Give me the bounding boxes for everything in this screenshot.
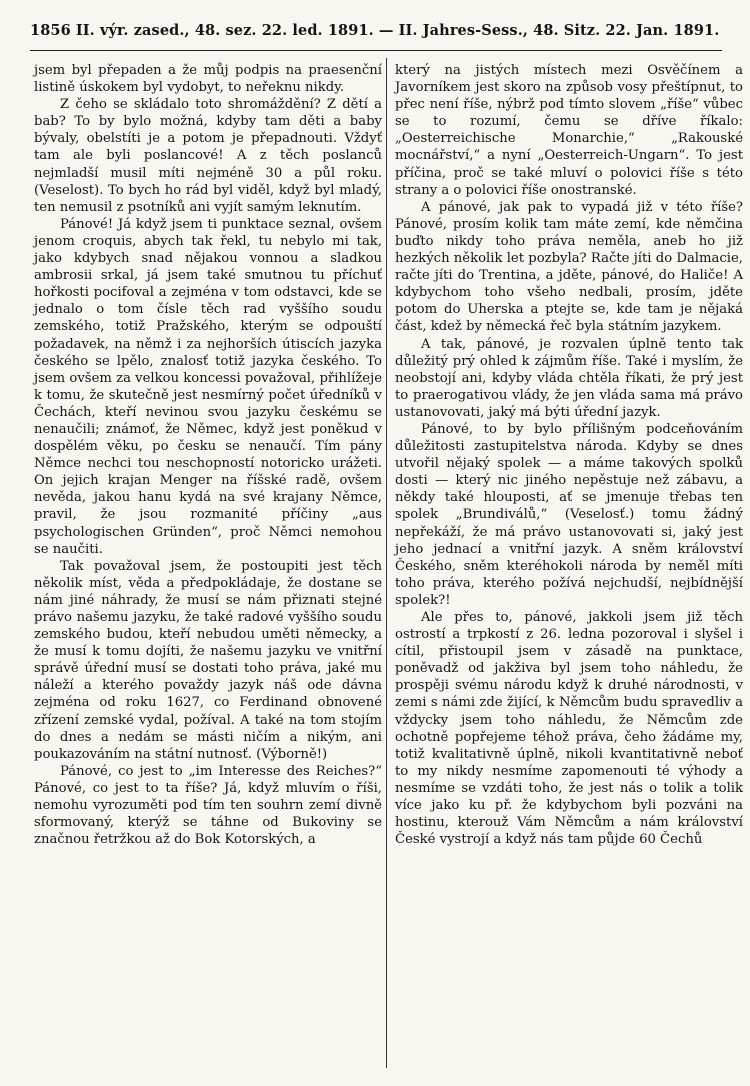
paragraph: jsem byl přepaden a že můj podpis na praesenční listině úskokem byl vydobyt, to neřeknu nikdy.: [34, 63, 382, 96]
left-column: [34, 62, 382, 848]
column-divider: [386, 58, 387, 1068]
paragraph: který na jistých místech mezi Osvěčínem a Javorníkem jest skoro na způsob vosy přeštípnut, to přec není říše, nýbrž pod tímto slovem „říše“ vůbec se to rozumí, čemu se dříve říkalo: „Oesterreichische Monarchie,“ „Rakouské mocnářství,“ a nyní „Oesterreich-Ungarn“. To jest příčina, proč se také mluví o polovici říše s této strany a o polovici říše onostranské.: [395, 63, 743, 198]
paragraph: Z čeho se skládalo toto shromáždění? Z dětí a bab? To by bylo možná, kdyby tam děti a baby bývaly, obelstíti je a potom je přepadnouti. Vždyť tam ale byli poslancové! A z těch poslanců nejmladší musil míti nejméně 30 a půl roku. (Veselost). To bych ho rád byl viděl, když byl mladý, ten nemusil z psotníků ani vyjít samým leknutím.: [34, 97, 382, 215]
right-column: [395, 62, 743, 848]
paragraph: Ale přes to, pánové, jakkoli jsem již těch ostrostí a trpkostí z 26. ledna pozoroval i slyšel i cítil, přistoupil jsem v zásadě na punktace, poněvadž od jakživa byl jsem toho náhledu, že prospěji svému národu když k druhé národnosti, v zemi s námi zde žijící, k Němcům budu spravedliv a vždycky jsem toho náhledu, že Němcům zde ochotně popřejeme téhož práva, čeho žádáme my, totiž kvalitativně úplně, nikoli kvantitativně neboť to my nikdy nesmíme zapomenouti té výhody a nesmíme se vzdáti toho, že jest nás o tolik a tolik více jako ku př. že kdybychom byli pozváni na hostinu, kterouž Vám Němcům a nám království České vystrojí a když nás tam půjde 60 Čechů: [395, 610, 743, 848]
paragraph: A tak, pánové, je rozvalen úplně tento tak důležitý prý ohled k zájmům říše. Také i myslím, že neobstojí ani, kdyby vláda chtěla říkati, že prý jest to praerogativou vlády, že jen vláda sama má právo ustanovovati, jaký má býti úřední jazyk.: [395, 336, 743, 420]
paragraph: A pánové, jak pak to vypadá již v této říše? Pánové, prosím kolik tam máte zemí, kde němčina buďto nikdy toho práva neměla, aneb ho již hezkých několik let pozbyla? Račte jíti do Dalmacie, račte jíti do Trentina, a jděte, pánové, do Haliče! A kdybychom toho všeho nedbali, prosím, jděte potom do Uherska a ptejte se, kde tam je nějaká část, kdež by německá řeč byla státním jazykem.: [395, 199, 743, 335]
running-header: 1856 II. výr. zased., 48. sez. 22. led. 1891. — II. Jahres-Sess., 48. Sitz. 22. Jan. 1891.: [30, 22, 720, 39]
paragraph: Pánové, to by bylo přílišným podceňováním důležitosti zastupitelstva národa. Kdyby se dnes utvořil nějaký spolek — a máme takových spolků dosti — který nic jiného nepěstuje než zábavu, a někdy také hlouposti, ať se jmenuje třebas ten spolek „Brundiválů,“ (Veselosť.) tomu žádný nepřekáží, že má právo ustanovovati si, jaký jest jeho jednací a vnitřní jazyk. A sněm království Českého, sněm kteréhokoli národa by neměl míti toho práva, kterého požívá nejchudší, nejbídnější spolek?!: [395, 421, 743, 608]
paragraph: Pánové! Já když jsem ti punktace seznal, ovšem jenom croquis, abych tak řekl, tu nebylo mi tak, jako kdybych snad nějakou vonnou a sladkou ambrosii srkal, já jsem také smutnou tu příchuť hořkosti pocifoval a zejména v tom odstavci, kde se jednalo o tom čísle těch rad vyššího soudu zemského, totiž Pražského, kterým se odpouští požadavek, na němž i za nejhorších útiscích jazyka českého se lpělo, znalosť totiž jazyka českého. To jsem ovšem za velkou koncessi považoval, přihlížeje k tomu, že skutečně jest nesmírný počet úředníků v Čechách, kteří nevinou svou jazyku českému se nenaučili; známoť, že Němec, když jest poněkud v dospělém věku, po česku se nenaučí. Tím pány Němce nechci tou neschopností notoricko urážeti. On jejich krajan Menger na říšské radě, ovšem nevěda, jakou hanu kydá na své krajany Němce, pravil, že jsou rozmanité příčiny „aus psychologischen Gründen“, proč Němci nemohou se naučiti.: [34, 216, 382, 557]
paragraph: Tak považoval jsem, že postoupiti jest těch několik míst, věda a předpokládaje, že dostane se nám jiné náhrady, že musí se nám přiznati stejné právo našemu jazyku, že také radové vyššího soudu zemského budou, kteří nebudou uměti německy, a že musí k tomu dojíti, že našemu jazyku ve vnitřní správě úřední musí se dostati toho práva, jaké mu náleží a kterého považdy jazyk náš ode dávna zejména od roku 1627, co Ferdinand obnovené zřízení zemské vydal, požíval. A také na tom stojím do dnes a nedám se másti ničím a nikým, ani poukazováním na státní nutnosť. (Výborně!): [34, 558, 382, 762]
header-rule: [30, 50, 722, 51]
paragraph: Pánové, co jest to „im Interesse des Reiches?“ Pánové, co jest to ta říše? Já, když mluvím o říši, nemohu vyrozuměti pod tím ten souhrn zemí divně sformovaný, kterýž se táhne od Bukoviny se značnou řetržkou až do Bok Kotorských, a: [34, 763, 382, 848]
